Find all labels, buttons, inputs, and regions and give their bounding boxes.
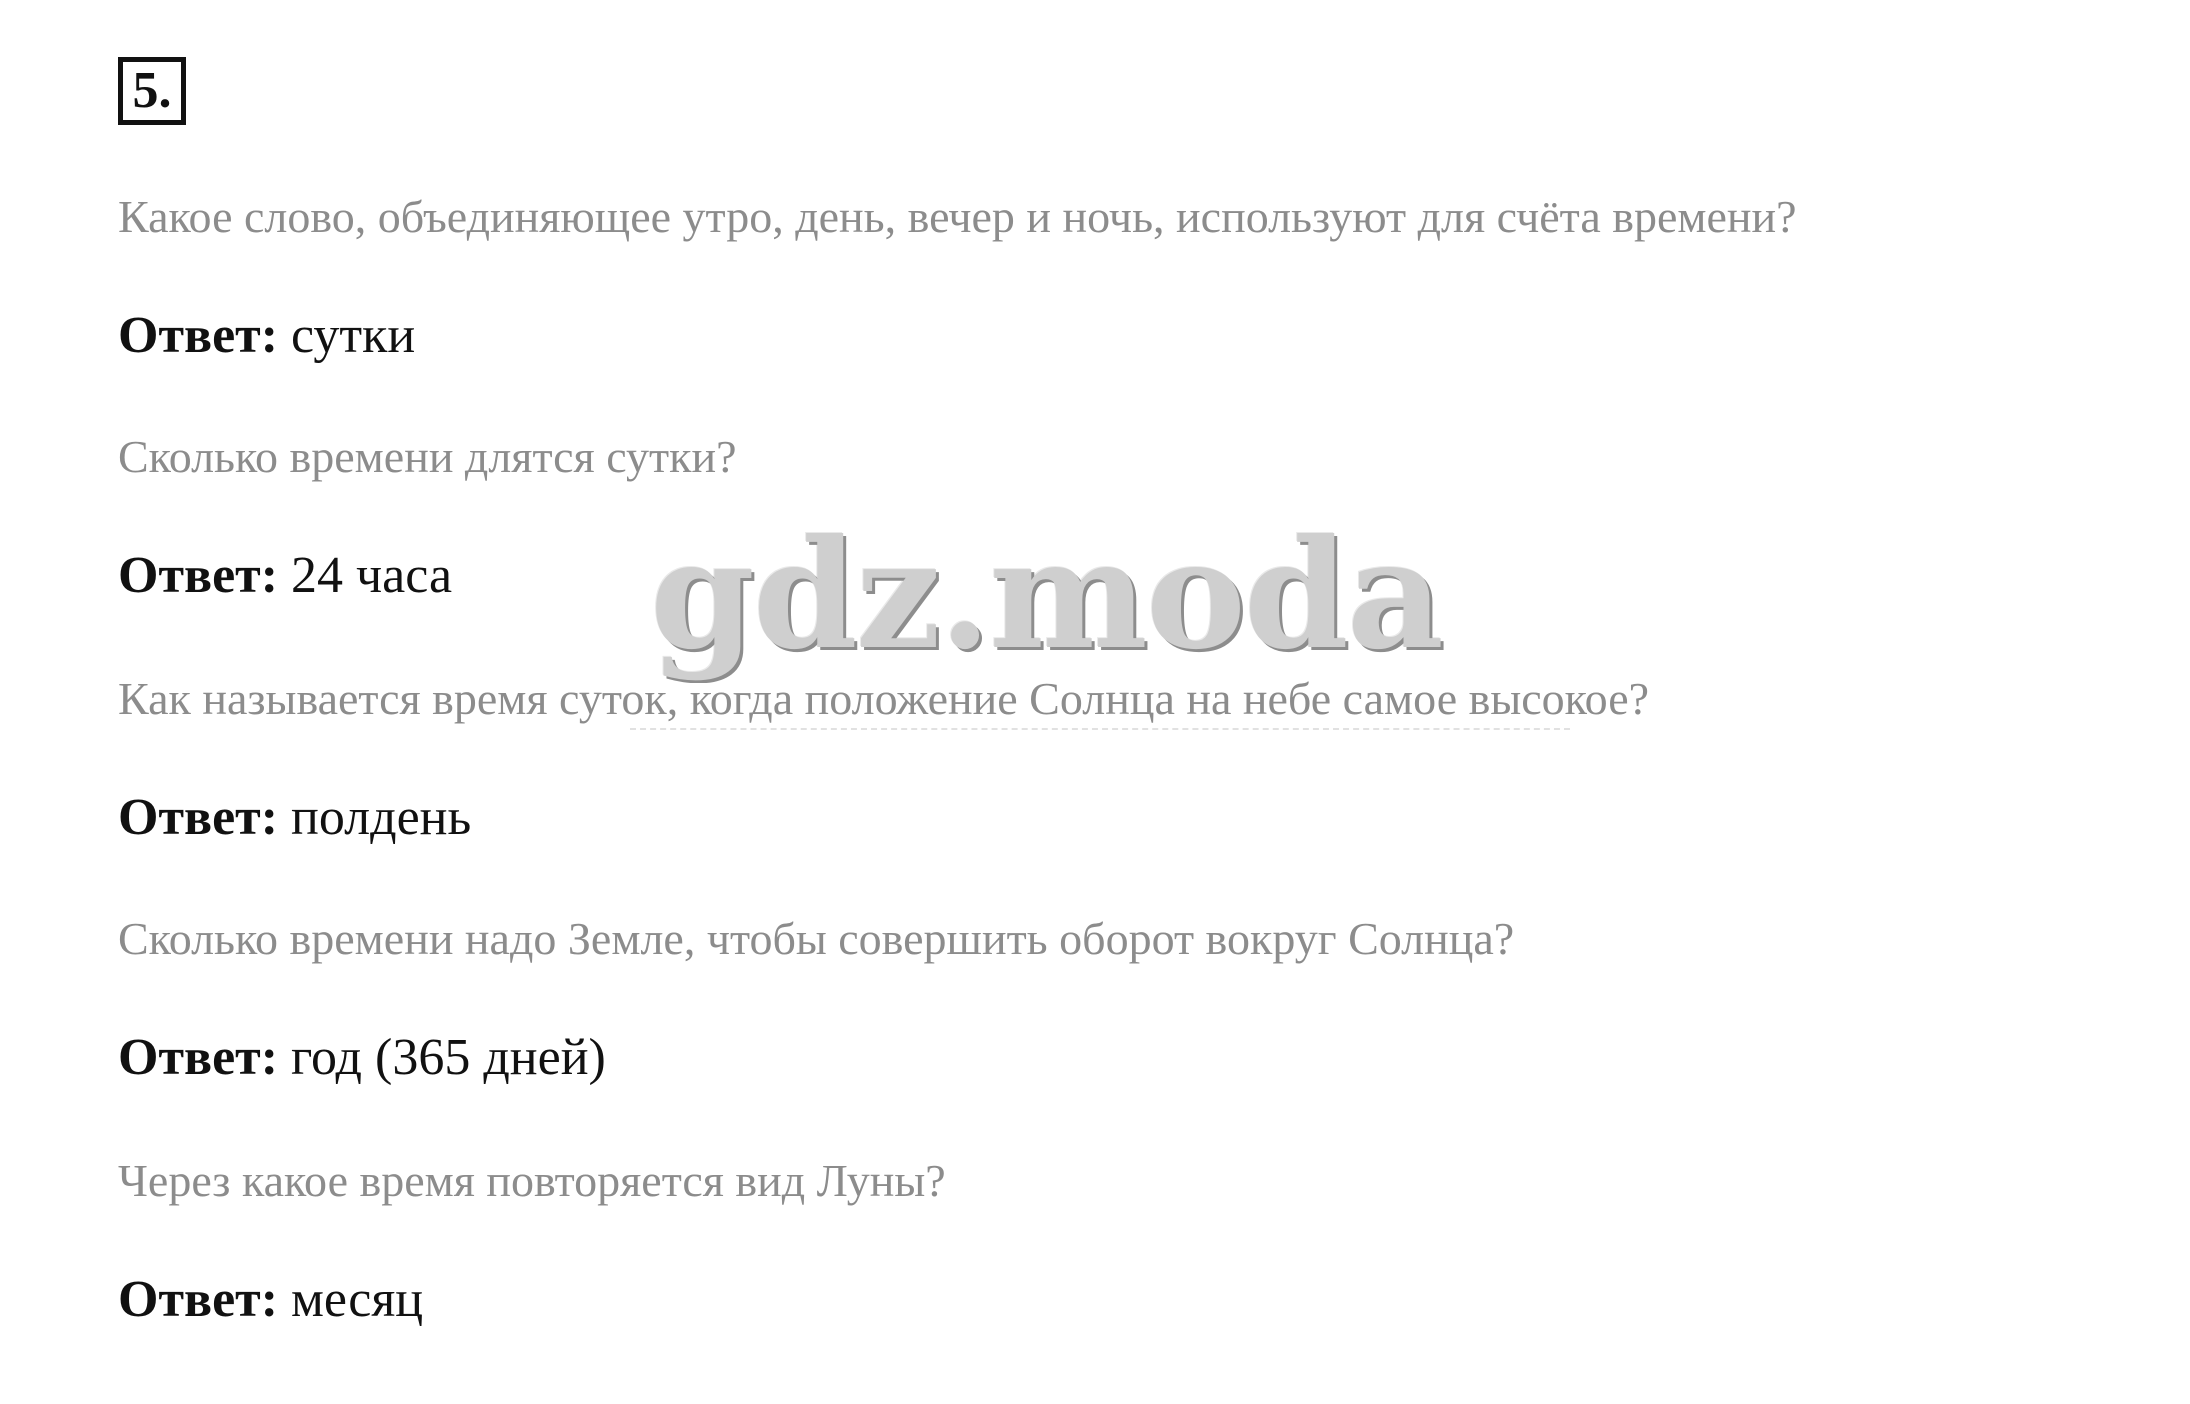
- answer-text: полдень: [291, 789, 472, 846]
- question-3: Как называется время суток, когда положение Солнца на небе самое высокое?: [118, 673, 1650, 724]
- task-number: 5.: [132, 62, 172, 119]
- answer-label: Ответ:: [118, 307, 279, 364]
- answer-1: [118, 306, 2098, 365]
- answer-label: Ответ:: [118, 789, 279, 846]
- watermark-underline: [630, 688, 1570, 730]
- answer-text: месяц: [291, 1271, 424, 1328]
- question-2: Сколько времени длятся сутки?: [118, 431, 737, 482]
- answer-4: [118, 1028, 2098, 1087]
- question-4: Сколько времени надо Земле, чтобы совершить оборот вокруг Солнца?: [118, 913, 1515, 964]
- answer-label: Ответ:: [118, 1029, 279, 1086]
- answer-label: Ответ:: [118, 1271, 279, 1328]
- answer-label: Ответ:: [118, 547, 279, 604]
- answer-5: [118, 1270, 2098, 1329]
- answer-3: [118, 788, 2098, 847]
- watermark-logo: gdz.moda: [650, 507, 1443, 683]
- answer-text: 24 часа: [291, 547, 453, 604]
- answer-text: год (365 дней): [291, 1029, 606, 1086]
- question-5: Через какое время повторяется вид Луны?: [118, 1155, 946, 1206]
- question-1: Какое слово, объединяющее утро, день, вечер и ночь, используют для счёта времени?: [118, 191, 1797, 242]
- task-number-box: [118, 57, 186, 125]
- answer-text: сутки: [291, 307, 416, 364]
